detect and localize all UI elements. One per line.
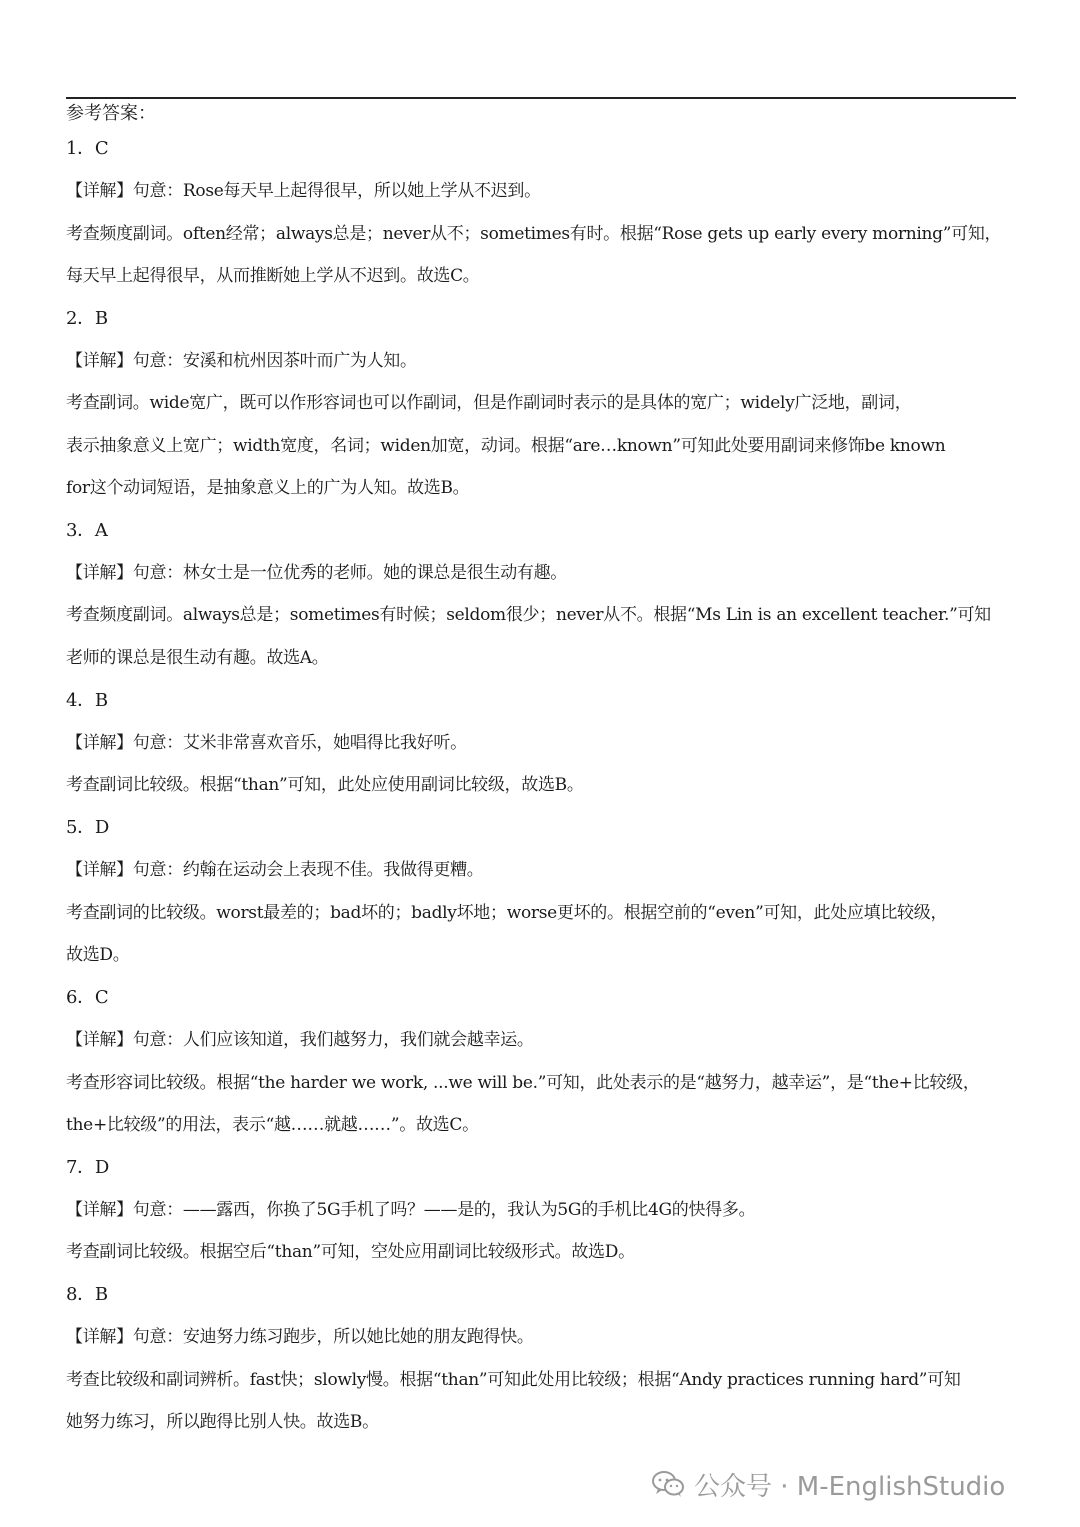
answer-line: 老师的课总是很生动有趣。故选A。 — [66, 648, 329, 668]
watermark-text: 公众号 · M-EnglishStudio — [694, 1471, 1006, 1502]
answer-line: 【详解】句意：安溪和杭州因茶叶而广为人知。 — [66, 351, 417, 371]
answer-line: 她努力练习，所以跑得比别人快。故选B。 — [66, 1412, 379, 1432]
question-number: 1．C — [66, 138, 109, 159]
answer-line: 【详解】句意：Rose每天早上起得很早，所以她上学从不迟到。 — [66, 181, 541, 201]
answer-line: 【详解】句意：约翰在运动会上表现不佳。我做得更糟。 — [66, 860, 484, 880]
answer-line: 【详解】句意：林女士是一位优秀的老师。她的课总是很生动有趣。 — [66, 563, 567, 583]
answer-line: 考查副词比较级。根据“than”可知，此处应使用副词比较级，故选B。 — [66, 775, 584, 795]
question-number: 7．D — [66, 1157, 109, 1178]
answer-line: 考查副词的比较级。worst最差的；bad坏的；badly坏地；worse更坏的。根据空前的“even”可知，此处应填比较级， — [66, 903, 948, 923]
question-number: 2．B — [66, 308, 108, 329]
answer-line: 考查比较级和副词辨析。fast快；slowly慢。根据“than”可知此处用比较级；根据“Andy practices running hard”可知 — [66, 1370, 961, 1390]
answer-line: 故选D。 — [66, 945, 130, 965]
question-number: 3．A — [66, 520, 108, 541]
answers-heading: 参考答案： — [66, 103, 156, 124]
answer-line: 考查频度副词。often经常；always总是；never从不；sometimes有时。根据“Rose gets up early every morning”可知， — [66, 224, 1002, 244]
answer-line: 考查频度副词。always总是；sometimes有时候；seldom很少；never从不。根据“Ms Lin is an excellent teacher.”可知 — [66, 605, 991, 625]
question-number: 4．B — [66, 690, 108, 711]
answer-line: 【详解】句意：安迪努力练习跑步，所以她比她的朋友跑得快。 — [66, 1327, 534, 1347]
answer-line: for这个动词短语，是抽象意义上的广为人知。故选B。 — [66, 478, 470, 498]
wechat-icon — [652, 1470, 684, 1498]
watermark — [652, 1464, 1005, 1504]
answer-line: 【详解】句意：艾米非常喜欢音乐，她唱得比我好听。 — [66, 733, 467, 753]
answer-line: 每天早上起得很早，从而推断她上学从不迟到。故选C。 — [66, 266, 480, 286]
answer-line: the+比较级”的用法，表示“越……就越……”。故选C。 — [66, 1115, 479, 1135]
question-number: 6．C — [66, 987, 109, 1008]
question-number: 5．D — [66, 817, 109, 838]
answer-line: 考查形容词比较级。根据“the harder we work, ...we will be.”可知，此处表示的是“越努力，越幸运”，是“the+比较级， — [66, 1073, 980, 1093]
answer-line: 考查副词比较级。根据空后“than”可知，空处应用副词比较级形式。故选D。 — [66, 1242, 635, 1262]
question-number: 8．B — [66, 1284, 108, 1305]
answer-line: 表示抽象意义上宽广；width宽度，名词；widen加宽，动词。根据“are…known”可知此处要用副词来修饰be known — [66, 436, 946, 456]
answer-line: 考查副词。wide宽广，既可以作形容词也可以作副词，但是作副词时表示的是具体的宽广；widely广泛地，副词， — [66, 393, 912, 413]
header-rule — [66, 97, 1016, 99]
answer-line: 【详解】句意：人们应该知道，我们越努力，我们就会越幸运。 — [66, 1030, 534, 1050]
answer-line: 【详解】句意：——露西，你换了5G手机了吗？——是的，我认为5G的手机比4G的快得多。 — [66, 1200, 756, 1220]
